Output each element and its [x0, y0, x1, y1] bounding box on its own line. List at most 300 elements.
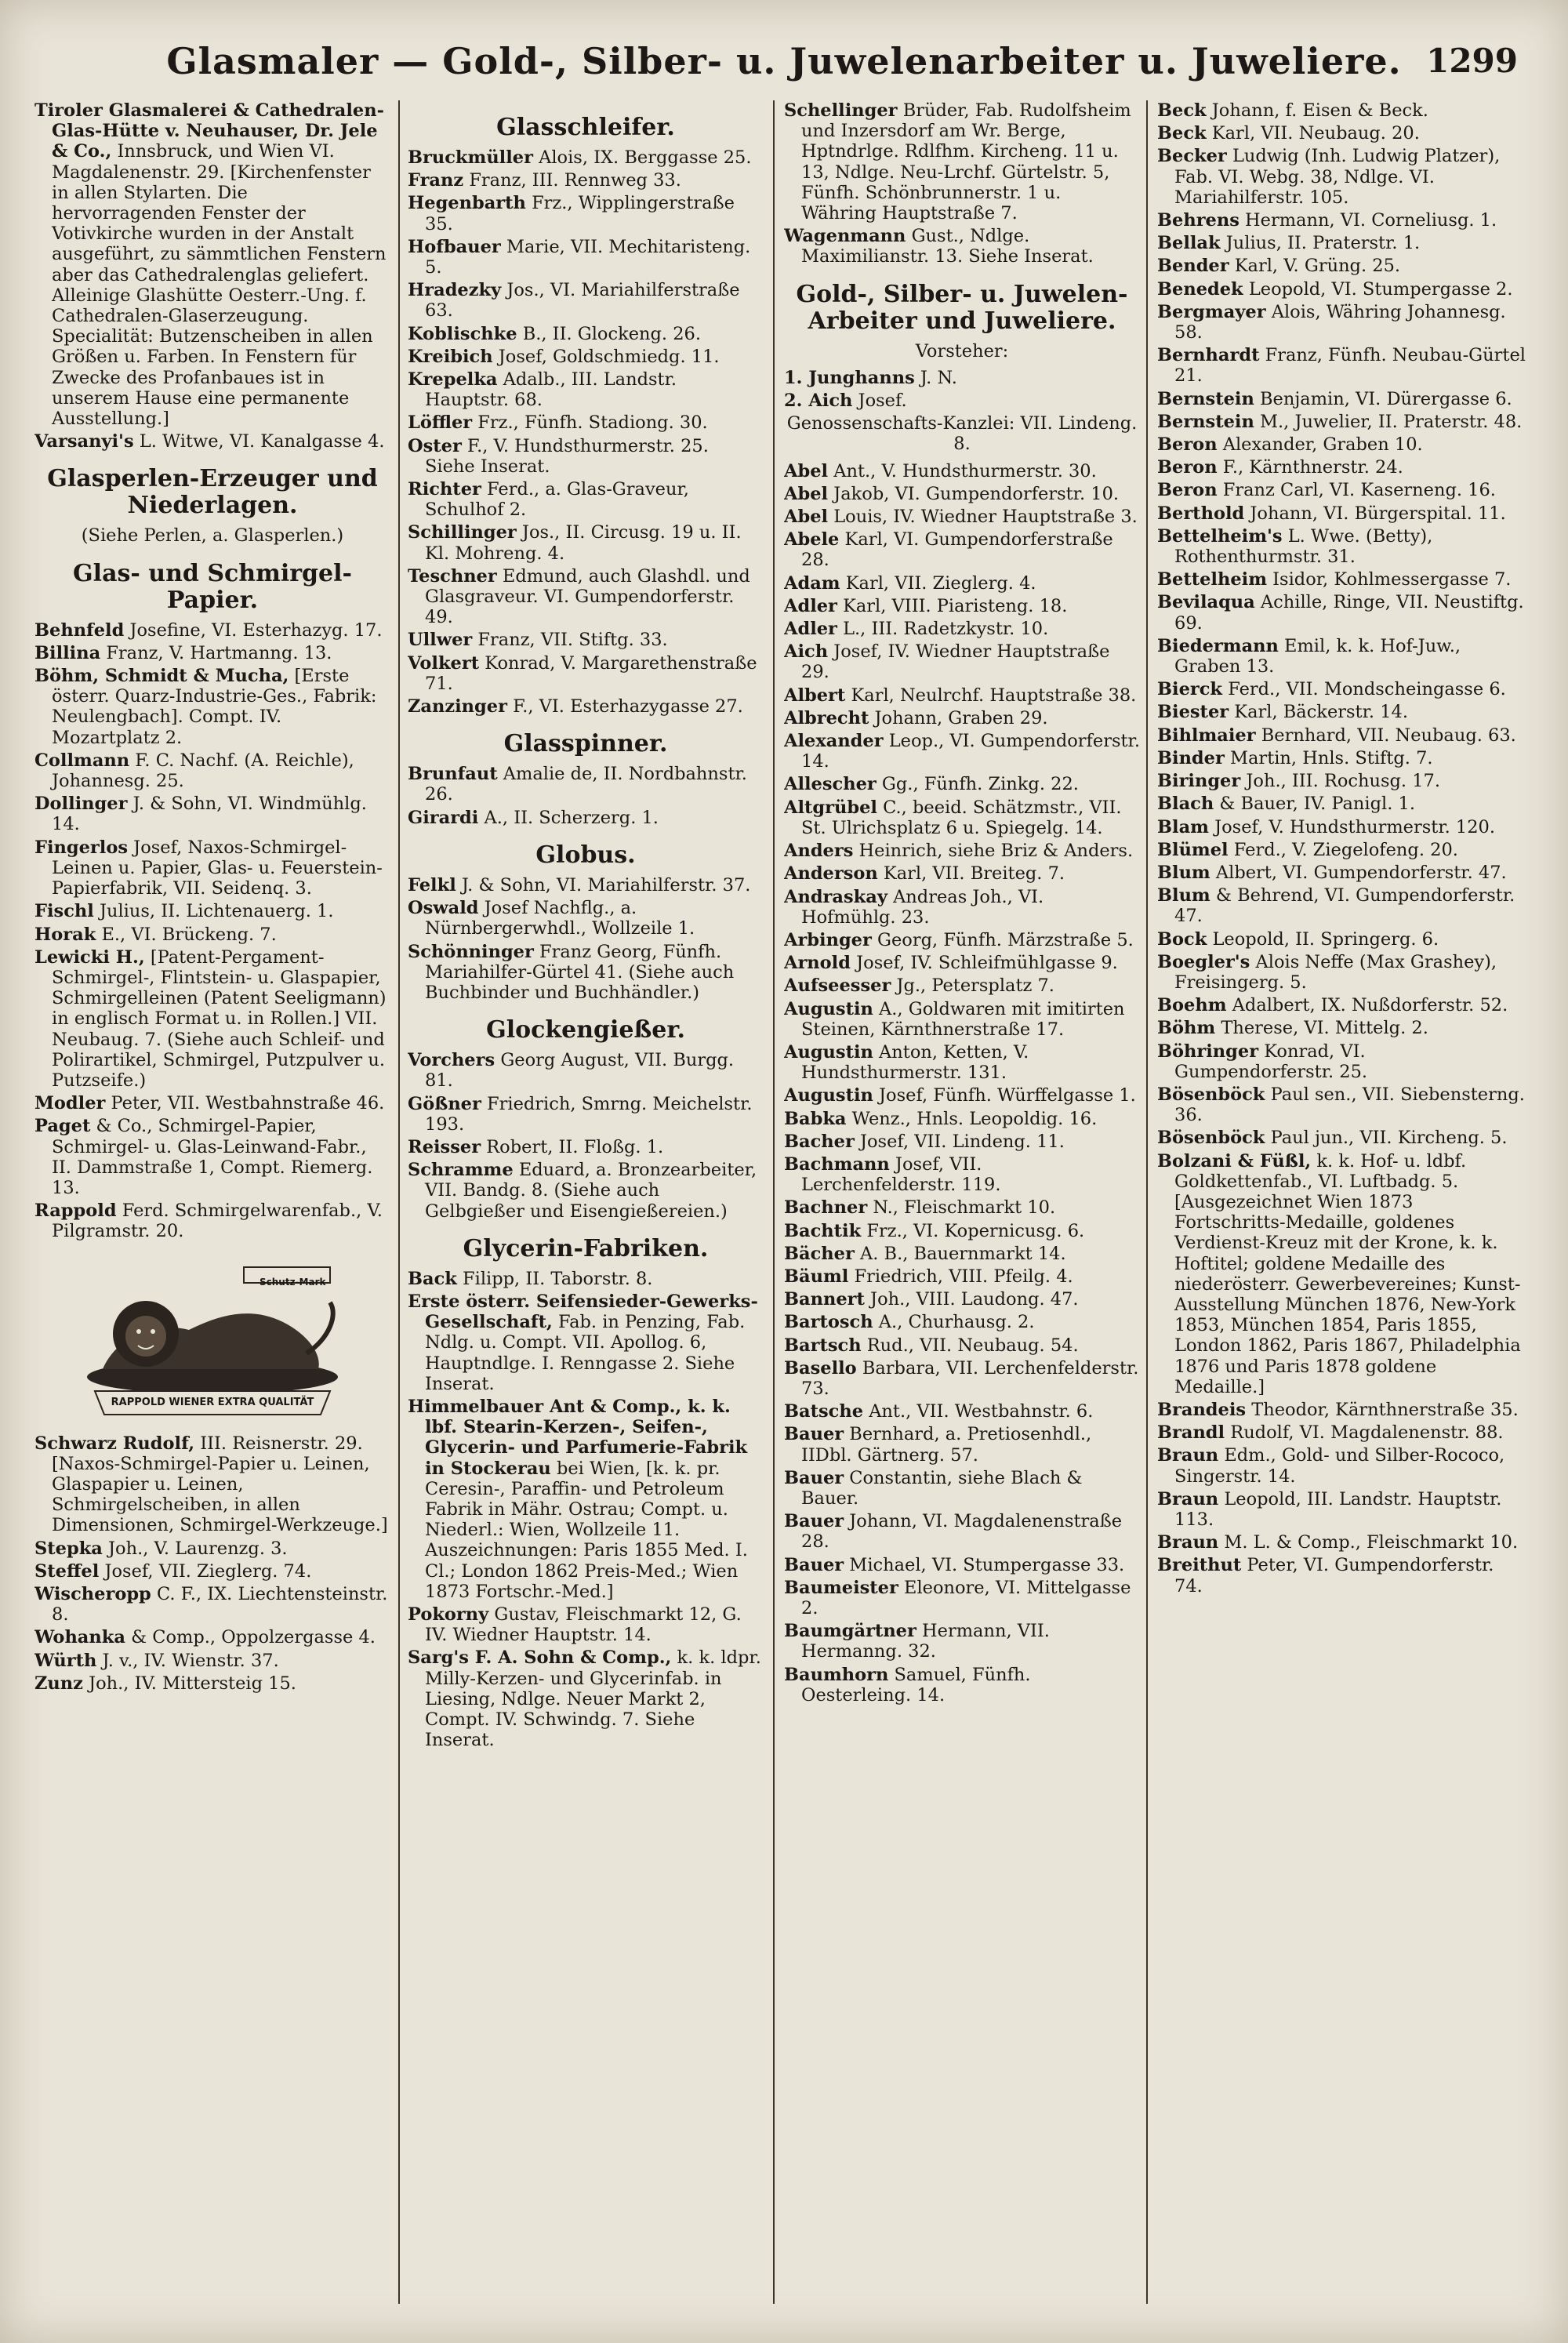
entry-name: Fingerlos [34, 837, 129, 858]
entry-details: Benjamin, VI. Dürergasse 6. [1259, 388, 1512, 409]
directory-entry [784, 953, 1140, 973]
entry-details: bei Wien, [k. k. pr. Ceresin-, Paraffin- und Petroleum Fabrik in Mähr. Ostrau; Compt. u. Niederl.: Wien, Wollzeile 11. Auszeichnungen: Paris 1855 Med. I. Cl.; London 1862 Preis-Med.; Wien 1873 Fortschr.-Med.] [425, 1458, 748, 1602]
section-heading: Glockengießer. [486, 1016, 685, 1044]
entry-details: E., VI. Brückeng. 7. [101, 924, 277, 945]
entry-name: Bachtik [784, 1220, 862, 1241]
directory-entry [408, 412, 764, 433]
entry-name: Beron [1157, 457, 1218, 478]
entry-details: Albert, VI. Gumpendorferstr. 47. [1215, 862, 1507, 883]
directory-entry [784, 529, 1140, 570]
entry-name: Babka [784, 1108, 847, 1129]
directory-entry [784, 1665, 1140, 1705]
directory-entry [408, 170, 764, 191]
entry-details: Johann, VI. Magdalenenstraße 28. [801, 1511, 1123, 1553]
entry-name: Böhm [1157, 1018, 1216, 1039]
directory-entry [34, 837, 390, 899]
entry-details: Konrad, V. Margarethenstraße 71. [425, 652, 757, 694]
section-note: Genossenschafts-Kanzlei: VII. Lindeng. 8. [786, 413, 1138, 455]
entry-name: Schönninger [408, 941, 534, 962]
entry-details: Jos., VI. Mariahilferstraße 63. [425, 280, 740, 321]
entry-details: Josef, VII. Lindeng. 11. [859, 1131, 1065, 1152]
entry-details: Karl, VII. Zieglerg. 4. [845, 572, 1036, 594]
entry-name: Bock [1157, 928, 1207, 950]
entry-name: Abele [784, 529, 840, 550]
directory-entry [784, 1109, 1140, 1129]
entry-name: Bösenböck [1157, 1084, 1265, 1105]
directory-entry [784, 708, 1140, 728]
entry-details: Eduard, a. Bronzearbeiter, VII. Bandg. 8. (Siehe auch Gelbgießer und Eisengießereien.) [425, 1160, 757, 1222]
entry-details: Julius, II. Praterstr. 1. [1225, 233, 1421, 254]
entry-details: Therese, VI. Mittelg. 2. [1221, 1018, 1428, 1039]
entry-details: Josef, Goldschmiedg. 11. [498, 346, 720, 367]
directory-entry [1157, 1532, 1526, 1553]
directory-entry [34, 666, 390, 748]
entry-name: Aufseesser [784, 975, 891, 997]
page-title: Glasmaler — Gold-, Silber- u. Juwelenarbeiter u. Juweliere. [166, 40, 1402, 82]
entry-name: Böhm, Schmidt & Mucha, [34, 666, 289, 687]
directory-entry [408, 324, 764, 344]
directory-entry [784, 685, 1140, 706]
entry-name: Brandl [1157, 1422, 1225, 1444]
directory-entry [1157, 210, 1526, 231]
directory-entry [408, 147, 764, 168]
entry-details: Barbara, VII. Lerchenfelderstr. 73. [801, 1357, 1139, 1399]
directory-entry [1157, 748, 1526, 768]
directory-entry [784, 1578, 1140, 1618]
directory-entry [1157, 995, 1526, 1015]
entry-name: Becker [1157, 146, 1227, 167]
entry-name: Ullwer [408, 630, 473, 651]
entry-details: Constantin, siehe Blach & Bauer. [801, 1467, 1083, 1509]
entry-details: & Comp., Oppolzergasse 4. [131, 1627, 376, 1648]
entry-name: Altgrübel [784, 797, 877, 818]
entry-details: Joh., VIII. Laudong. 47. [870, 1289, 1079, 1310]
entry-details: Alois Neffe (Max Grashey), Freisingerg. 5. [1174, 951, 1497, 993]
entry-details: & Bauer, IV. Panigl. 1. [1219, 794, 1415, 815]
entry-details: Samuel, Fünfh. Oesterleing. 14. [801, 1664, 1031, 1705]
directory-entry [784, 1221, 1140, 1241]
entry-name: Brandeis [1157, 1399, 1247, 1420]
entry-details: Josef. [858, 390, 907, 412]
directory-entry [784, 1197, 1140, 1218]
entry-name: Batsche [784, 1401, 864, 1422]
entry-name: Baumhorn [784, 1664, 889, 1685]
entry-name: Bartosch [784, 1312, 873, 1333]
entry-name: 1. Junghanns [784, 367, 915, 388]
entry-details: Rudolf, VI. Magdalenenstr. 88. [1230, 1422, 1504, 1444]
entry-name: Schellinger [784, 100, 898, 121]
directory-entry [1157, 389, 1526, 409]
entry-details: Isidor, Kohlmessergasse 7. [1272, 569, 1512, 590]
entry-name: Koblischke [408, 323, 517, 344]
entry-name: Löffler [408, 412, 473, 434]
entry-name: Bächer [784, 1243, 855, 1264]
entry-name: Berthold [1157, 503, 1245, 524]
directory-entry [1157, 1555, 1526, 1596]
entry-name: Arnold [784, 953, 851, 974]
entry-details: Franz, VII. Stiftg. 33. [477, 630, 668, 651]
directory-entry [1157, 279, 1526, 300]
directory-entry [408, 1397, 764, 1602]
entry-name: Bäuml [784, 1266, 849, 1287]
entry-details: L. Witwe, VI. Kanalgasse 4. [139, 431, 385, 452]
entry-details: III. Reisnerstr. 29. [Naxos-Schmirgel-Papier u. Leinen, Glaspapier u. Leinen, Schmirgelscheiben, in allen Dimensionen, Schmirgel-Werkzeuge.] [52, 1433, 388, 1536]
entry-details: Leopold, II. Springerg. 6. [1212, 928, 1439, 950]
entry-name: Blum [1157, 885, 1210, 906]
entry-details: L., III. Radetzkystr. 10. [843, 619, 1049, 640]
directory-entry [784, 841, 1140, 861]
directory-entry [34, 1093, 390, 1113]
entry-name: Albert [784, 685, 846, 706]
entry-name: Teschner [408, 565, 497, 587]
directory-entry [1157, 123, 1526, 143]
directory-entry [1157, 256, 1526, 276]
directory-entry [1157, 679, 1526, 699]
entry-name: Bernstein [1157, 411, 1254, 432]
directory-entry [784, 975, 1140, 996]
entry-details: Alois, Währing Johannesg. 58. [1174, 301, 1506, 343]
entry-name: Anderson [784, 863, 878, 885]
entry-details: Gust., Ndlge. Maximilianstr. 13. Siehe Inserat. [801, 226, 1094, 267]
entry-details: Edmund, auch Glashdl. und Glasgraveur. VI. Gumpendorferstr. 49. [425, 565, 750, 628]
entry-details: A., Churhausg. 2. [878, 1312, 1035, 1333]
directory-entry [784, 731, 1140, 772]
directory-entry [408, 566, 764, 628]
entry-details: Joh., IV. Mittersteig 15. [89, 1673, 296, 1694]
entry-details: Emil, k. k. Hof-Juw., Graben 13. [1174, 635, 1461, 677]
entry-name: Bachmann [784, 1153, 890, 1175]
entry-name: Adam [784, 572, 840, 594]
entry-details: N., Fleischmarkt 10. [873, 1197, 1056, 1219]
entry-details: Bernhard, VII. Neubaug. 63. [1261, 725, 1516, 746]
entry-details: Andreas Joh., VI. Hofmühlg. 23. [801, 886, 1044, 928]
entry-name: Fischl [34, 901, 94, 922]
directory-entry [408, 1137, 764, 1157]
entry-details: & Behrend, VI. Gumpendorferstr. 47. [1174, 885, 1515, 927]
entry-name: Paget [34, 1116, 91, 1137]
directory-entry [408, 237, 764, 278]
entry-details: Fab. in Penzing, Fab. Ndlg. u. Compt. VII. Apollog. 6, Hauptndlge. I. Renngasse 2. Siehe Inserat. [425, 1312, 746, 1394]
entry-name: Abel [784, 483, 829, 504]
trademark-label: Schutz-Mark [260, 1276, 326, 1288]
entry-name: Andraskay [784, 886, 887, 907]
entry-name: Brunfaut [408, 764, 498, 785]
entry-details: Eleonore, VI. Mittelgasse 2. [801, 1577, 1131, 1618]
directory-entry [1157, 480, 1526, 500]
directory-entry [408, 479, 764, 520]
entry-name: Basello [784, 1357, 857, 1379]
directory-entry [784, 1266, 1140, 1287]
entry-name: Blum [1157, 862, 1210, 883]
entry-name: Bernhardt [1157, 345, 1260, 366]
entry-details: Bernhard, a. Pretiosenhdl., IIDbl. Gärtnerg. 57. [801, 1424, 1092, 1466]
entry-name: Boehm [1157, 995, 1227, 1016]
directory-entry [408, 369, 764, 410]
directory-entry [784, 1621, 1140, 1662]
entry-details: Karl, VII. Neubaug. 20. [1211, 123, 1420, 144]
directory-entry [1157, 1489, 1526, 1530]
directory-entry [408, 1269, 764, 1289]
directory-entry [784, 1132, 1140, 1152]
directory-entry [408, 630, 764, 650]
directory-entry [1157, 1128, 1526, 1148]
entry-details: Franz, Fünfh. Neubau-Gürtel 21. [1174, 345, 1526, 387]
directory-entry [784, 887, 1140, 928]
entry-details: Karl, Bäckerstr. 14. [1234, 702, 1408, 723]
directory-entry [784, 226, 1140, 267]
lion-banner-text: RAPPOLD WIENER EXTRA QUALITÄT [111, 1396, 314, 1408]
directory-entry [34, 620, 390, 641]
entry-details: F., Kärnthnerstr. 24. [1222, 457, 1403, 478]
section-heading: Globus. [535, 841, 636, 869]
directory-entry [34, 1627, 390, 1647]
entry-name: Varsanyi's [34, 431, 134, 452]
directory-entry [408, 1604, 764, 1645]
directory-entry [784, 1085, 1140, 1106]
entry-name: Bauer [784, 1511, 844, 1532]
entry-name: Franz [408, 170, 464, 191]
section-heading: Glasschleifer. [496, 114, 675, 141]
column-2 [408, 100, 764, 2312]
section-heading: Gold-, Silber- u. Juwelen-Arbeiter und Juweliere. [796, 280, 1128, 335]
entry-name: Abel [784, 507, 829, 528]
entry-details: Ant., V. Hundsthurmerstr. 30. [833, 460, 1097, 481]
directory-entry [784, 1468, 1140, 1509]
entry-name: Vorchers [408, 1050, 495, 1071]
directory-entry [34, 947, 390, 1091]
entry-details: Ferd., V. Ziegelofeng. 20. [1233, 839, 1458, 860]
entry-name: Himmelbauer Ant & Comp., k. k. lbf. Stearin-Kerzen-, Seifen-, Glycerin- und Parfumerie-Fabrik in Stockerau [408, 1396, 748, 1479]
entry-details: Josef, Fünfh. Würffelgasse 1. [879, 1085, 1136, 1106]
directory-entry [1157, 1422, 1526, 1443]
entry-details: Ferd., VII. Mondscheingasse 6. [1228, 679, 1506, 700]
directory-entry [1157, 1445, 1526, 1486]
directory-entry [408, 280, 764, 321]
entry-details: Frz., Wipplingerstraße 35. [425, 193, 735, 234]
directory-entry [1157, 569, 1526, 590]
entry-details: Theodor, Kärnthnerstraße 35. [1251, 1399, 1519, 1420]
entry-name: Abel [784, 460, 829, 481]
directory-entry [1157, 345, 1526, 386]
entry-name: Braun [1157, 1488, 1219, 1509]
entry-name: Wischeropp [34, 1583, 151, 1604]
entry-name: Boegler's [1157, 951, 1250, 972]
entry-details: Rud., VII. Neubaug. 54. [866, 1335, 1079, 1356]
entry-name: Kreibich [408, 346, 493, 367]
directory-entry [1157, 592, 1526, 633]
entry-name: Bettelheim's [1157, 525, 1283, 547]
directory-entry [784, 1335, 1140, 1356]
directory-entry [1157, 302, 1526, 343]
entry-details: Johann, Graben 29. [874, 707, 1048, 728]
directory-entry [34, 1201, 390, 1241]
entry-details: M., Juwelier, II. Praterstr. 48. [1259, 411, 1523, 432]
entry-details: F., V. Hundsthurmerstr. 25. Siehe Inserat. [425, 435, 709, 477]
directory-entry [1157, 725, 1526, 746]
column-rule [1146, 100, 1148, 2304]
directory-entry [34, 901, 390, 921]
entry-name: Braun [1157, 1532, 1219, 1553]
entry-name: Bannert [784, 1289, 865, 1310]
entry-details: Wenz., Hnls. Leopoldig. 16. [851, 1108, 1098, 1129]
directory-entry [408, 1291, 764, 1394]
entry-name: Erste österr. Seifensieder-Gewerks-Gesellschaft, [408, 1291, 758, 1333]
entry-details: Josef, Naxos-Schmirgel-Leinen u. Papier, Glas- u. Feuerstein-Papierfabrik, VII. Seidenq. 3. [52, 837, 383, 899]
directory-entry [784, 1289, 1140, 1310]
entry-details: Filipp, II. Taborstr. 8. [463, 1268, 653, 1289]
entry-name: Böhringer [1157, 1041, 1259, 1062]
section-heading: Glasspinner. [503, 730, 668, 758]
entry-details: F., VI. Esterhazygasse 27. [513, 696, 743, 717]
directory-entry [408, 193, 764, 234]
entry-name: Alexander [784, 731, 884, 752]
directory-entry [784, 596, 1140, 616]
directory-entry [34, 431, 390, 452]
directory-entry [1157, 817, 1526, 837]
entry-name: Volkert [408, 652, 480, 674]
directory-entry [784, 774, 1140, 794]
entry-details: A., II. Scherzerg. 1. [484, 807, 659, 828]
entry-name: Augustin [784, 998, 873, 1019]
directory-entry [34, 1561, 390, 1582]
entry-details: Frz., Fünfh. Stadiong. 30. [477, 412, 708, 434]
running-head [31, 31, 1537, 94]
section-heading: Glycerin-Fabriken. [463, 1234, 709, 1262]
entry-details: B., II. Glockeng. 26. [522, 323, 702, 344]
entry-details: Ferd., a. Glas-Graveur, Schulhof 2. [425, 479, 689, 521]
entry-details: k. k. ldpr. Milly-Kerzen- und Glycerinfab. in Liesing, Ndlge. Neuer Markt 2, Compt. IV. Schwindg. 7. Siehe Inserat. [425, 1647, 761, 1751]
directory-entry [784, 1511, 1140, 1552]
entry-name: Oswald [408, 898, 479, 919]
entry-name: Adler [784, 595, 837, 616]
entry-name: Schwarz Rudolf, [34, 1433, 195, 1454]
entry-details: Michael, VI. Stumpergasse 33. [849, 1554, 1125, 1575]
entry-name: Schramme [408, 1160, 514, 1181]
entry-name: Aich [784, 641, 829, 663]
entry-name: Rappold [34, 1201, 117, 1222]
entry-details: J. & Sohn, VI. Windmühlg. 14. [52, 794, 367, 835]
entry-details: & Co., Schmirgel-Papier, Schmirgel- u. Glas-Leinwand-Fabr., II. Dammstraße 1, Compt. Riemerg. 13. [52, 1116, 373, 1198]
directory-entry [784, 1154, 1140, 1195]
entry-name: Blam [1157, 816, 1209, 837]
directory-entry [408, 1160, 764, 1222]
directory-entry [1157, 702, 1526, 722]
directory-entry [408, 808, 764, 828]
directory-entry [784, 1244, 1140, 1264]
entry-name: Horak [34, 924, 96, 945]
entry-details: Achille, Ringe, VII. Neustiftg. 69. [1174, 592, 1524, 634]
directory-entry [408, 522, 764, 563]
entry-name: Zunz [34, 1673, 83, 1694]
directory-entry [408, 436, 764, 477]
entry-name: Girardi [408, 807, 479, 828]
entry-name: Lewicki H., [34, 946, 145, 968]
directory-entry [1157, 952, 1526, 993]
entry-details: J. N. [920, 367, 957, 388]
entry-name: Richter [408, 479, 481, 500]
entry-name: Sarg's F. A. Sohn & Comp., [408, 1647, 672, 1669]
directory-entry [784, 484, 1140, 504]
directory-entry [784, 507, 1140, 527]
entry-details: A., Goldwaren mit imitirten Steinen, Kärnthnerstraße 17. [801, 998, 1125, 1040]
entry-name: Behnfeld [34, 619, 125, 641]
entry-details: Franz Georg, Fünfh. Mariahilfer-Gürtel 41. (Siehe auch Buchbinder und Buchhändler.) [425, 941, 735, 1003]
entry-details: A. B., Bauernmarkt 14. [859, 1243, 1066, 1264]
directory-entry [408, 764, 764, 805]
entry-details: [Erste österr. Quarz-Industrie-Ges., Fabrik: Neulengbach]. Compt. IV. Mozartplatz 2. [52, 666, 377, 748]
directory-entry [34, 794, 390, 834]
column-3 [784, 100, 1140, 2312]
entry-name: 2. Aich [784, 390, 853, 412]
entry-name: Bihlmaier [1157, 725, 1256, 746]
column-rule [773, 100, 775, 2304]
entry-details: Josef, VII. Zieglerg. 74. [104, 1560, 312, 1582]
directory-entry [784, 461, 1140, 481]
directory-entry [1157, 863, 1526, 883]
directory-entry [1157, 503, 1526, 524]
entry-name: Stepka [34, 1538, 103, 1559]
entry-details: Karl, V. Grüng. 25. [1234, 256, 1401, 277]
entry-details: L. Wwe. (Betty), Rothenthurmstr. 31. [1174, 525, 1433, 568]
entry-details: Peter, VI. Gumpendorferstr. 74. [1174, 1555, 1494, 1597]
entry-name: Hofbauer [408, 236, 501, 257]
entry-name: Bolzani & Füßl, [1157, 1150, 1312, 1172]
entry-name: Bellak [1157, 233, 1221, 254]
entry-name: Felkl [408, 874, 456, 895]
directory-entry [408, 1050, 764, 1091]
entry-name: Albrecht [784, 707, 869, 728]
directory-entry [1157, 840, 1526, 860]
section-heading: Glasperlen-Erzeuger und Niederlagen. [47, 465, 378, 520]
entry-name: Beron [1157, 480, 1218, 501]
column-1 [34, 100, 390, 2312]
entry-name: Collmann [34, 750, 130, 771]
entry-details: Georg August, VII. Burgg. 81. [425, 1050, 735, 1092]
entry-name: Dollinger [34, 794, 128, 815]
entry-name: Gößner [408, 1093, 481, 1114]
entry-details: Karl, VI. Gumpendorferstraße 28. [801, 529, 1113, 571]
directory-entry [34, 1651, 390, 1671]
entry-name: Bruckmüller [408, 147, 533, 168]
entry-name: Blach [1157, 794, 1214, 815]
directory-entry [784, 1358, 1140, 1399]
entry-name: Bergmayer [1157, 301, 1266, 322]
directory-entry [784, 100, 1140, 223]
entry-details: J. & Sohn, VI. Mariahilferstr. 37. [461, 874, 751, 895]
directory-entry [1157, 1084, 1526, 1125]
entry-details: Jg., Petersplatz 7. [896, 975, 1054, 997]
directory-entry [784, 1401, 1140, 1422]
page-number: 1299 [1426, 42, 1518, 80]
entry-details: Ant., VII. Westbahnstr. 6. [869, 1401, 1094, 1422]
directory-entry [784, 641, 1140, 682]
section-note: (Siehe Perlen, a. Glasperlen.) [81, 525, 344, 547]
entry-details: Alexander, Graben 10. [1222, 434, 1423, 456]
entry-name: Adler [784, 619, 837, 640]
directory-entry [408, 1094, 764, 1135]
entry-details: M. L. & Comp., Fleischmarkt 10. [1224, 1532, 1519, 1553]
entry-name: Oster [408, 435, 462, 456]
entry-name: Breithut [1157, 1555, 1242, 1576]
directory-entry [1157, 1041, 1526, 1082]
directory-entry [784, 573, 1140, 594]
entry-details: C., beeid. Schätzmstr., VII. St. Ulrichsplatz 6 u. Spiegelg. 14. [801, 797, 1122, 838]
directory-entry [408, 942, 764, 1004]
entry-details: Konrad, VI. Gumpendorferstr. 25. [1174, 1041, 1368, 1082]
entry-details: F. C. Nachf. (A. Reichle), Johannesg. 25. [52, 750, 354, 792]
entry-name: Wagenmann [784, 226, 906, 247]
directory-entry [784, 1312, 1140, 1332]
